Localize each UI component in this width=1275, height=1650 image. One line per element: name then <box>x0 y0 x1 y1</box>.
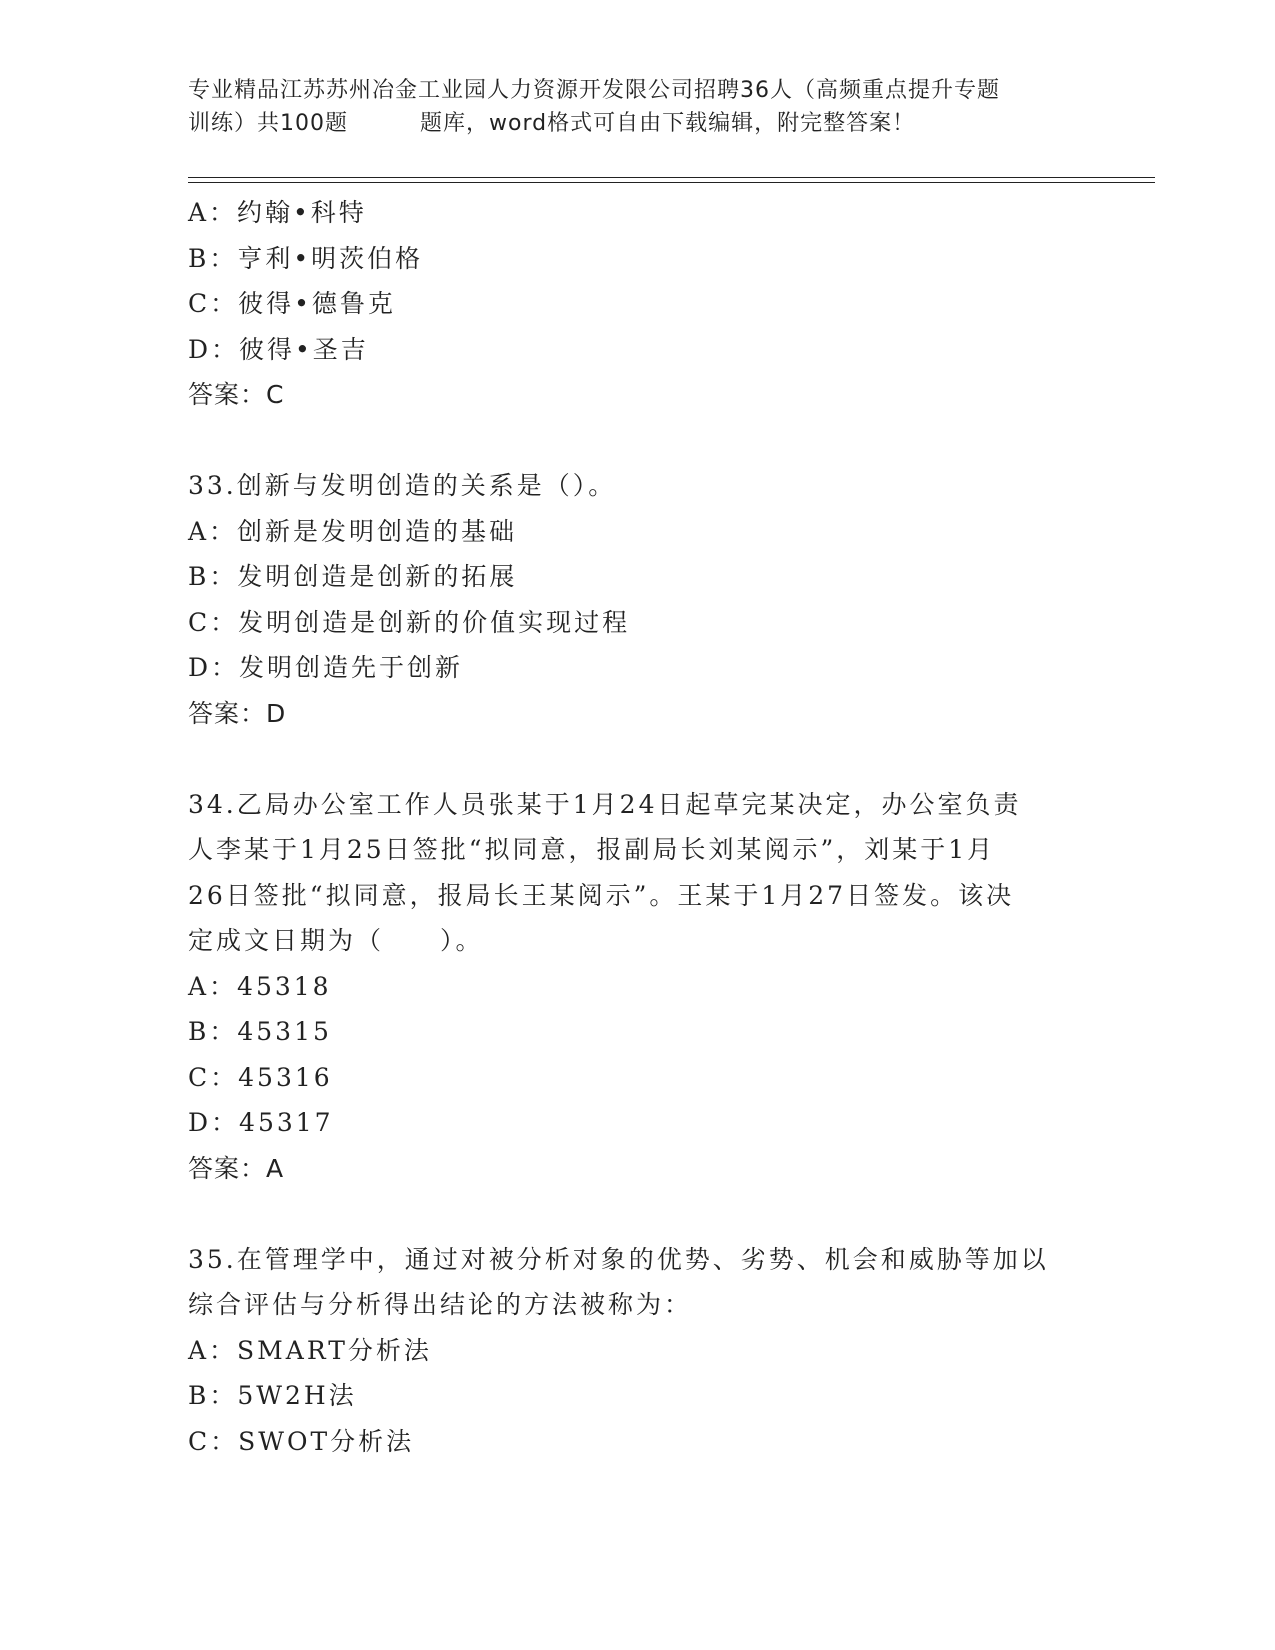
header-line-2-part-1: 训练）共100题 <box>188 111 348 136</box>
option-d: D：45317 <box>188 1108 334 1137</box>
option-a: A：创新是发明创造的基础 <box>188 516 518 546</box>
option-c: C：SWOT分析法 <box>188 1426 415 1456</box>
header-line-2-part-2: 题库，word格式可自由下载编辑，附完整答案！ <box>420 111 916 136</box>
option-b: B：发明创造是创新的拓展 <box>188 562 518 591</box>
question-text-line: 综合评估与分析得出结论的方法被称为： <box>188 1290 693 1319</box>
header-line-1: 专业精品江苏苏州冶金工业园人力资源开发限公司招聘36人（高频重点提升专题 <box>188 78 1000 103</box>
option-b: B：亨利•明茨伯格 <box>188 243 424 273</box>
question-text-line: 26日签批“拟同意，报局长王某阅示”。王某于1月27日签发。该决 <box>188 880 1015 910</box>
question-35 <box>188 1237 1088 1465</box>
header-divider-bottom <box>188 182 1155 183</box>
option-a: A：45318 <box>188 971 332 1001</box>
answer: 答案：D <box>188 698 287 728</box>
question-text-line: 35.在管理学中，通过对被分析对象的优势、劣势、机会和威胁等加以 <box>188 1244 1049 1274</box>
answer: 答案：A <box>188 1153 285 1183</box>
option-c: C：彼得•德鲁克 <box>188 289 396 318</box>
option-c: C：45316 <box>188 1062 333 1092</box>
question-text-line: 34.乙局办公室工作人员张某于1月24日起草完某决定，办公室负责 <box>188 789 1022 819</box>
header-line-2 <box>188 107 1088 140</box>
page-header <box>188 74 1088 140</box>
question-content <box>188 190 1088 1464</box>
option-a: A：SMART分析法 <box>188 1335 432 1365</box>
question-text-line: 定成文日期为（ ）。 <box>188 926 484 955</box>
option-c: C：发明创造是创新的价值实现过程 <box>188 607 631 637</box>
option-b: B：5W2H法 <box>188 1381 357 1410</box>
option-d: D：发明创造先于创新 <box>188 653 464 682</box>
option-d: D：彼得•圣吉 <box>188 334 369 364</box>
option-a: A：约翰•科特 <box>188 198 367 227</box>
option-b: B：45315 <box>188 1017 332 1046</box>
answer: 答案：C <box>188 380 285 409</box>
question-33 <box>188 463 1088 736</box>
question-text-line: 人李某于1月25日签批“拟同意，报副局长刘某阅示”，刘某于1月 <box>188 835 996 864</box>
question-34 <box>188 782 1088 1192</box>
question-32 <box>188 190 1088 418</box>
header-divider-top <box>188 177 1155 178</box>
question-text: 33.创新与发明创造的关系是（）。 <box>188 471 617 500</box>
